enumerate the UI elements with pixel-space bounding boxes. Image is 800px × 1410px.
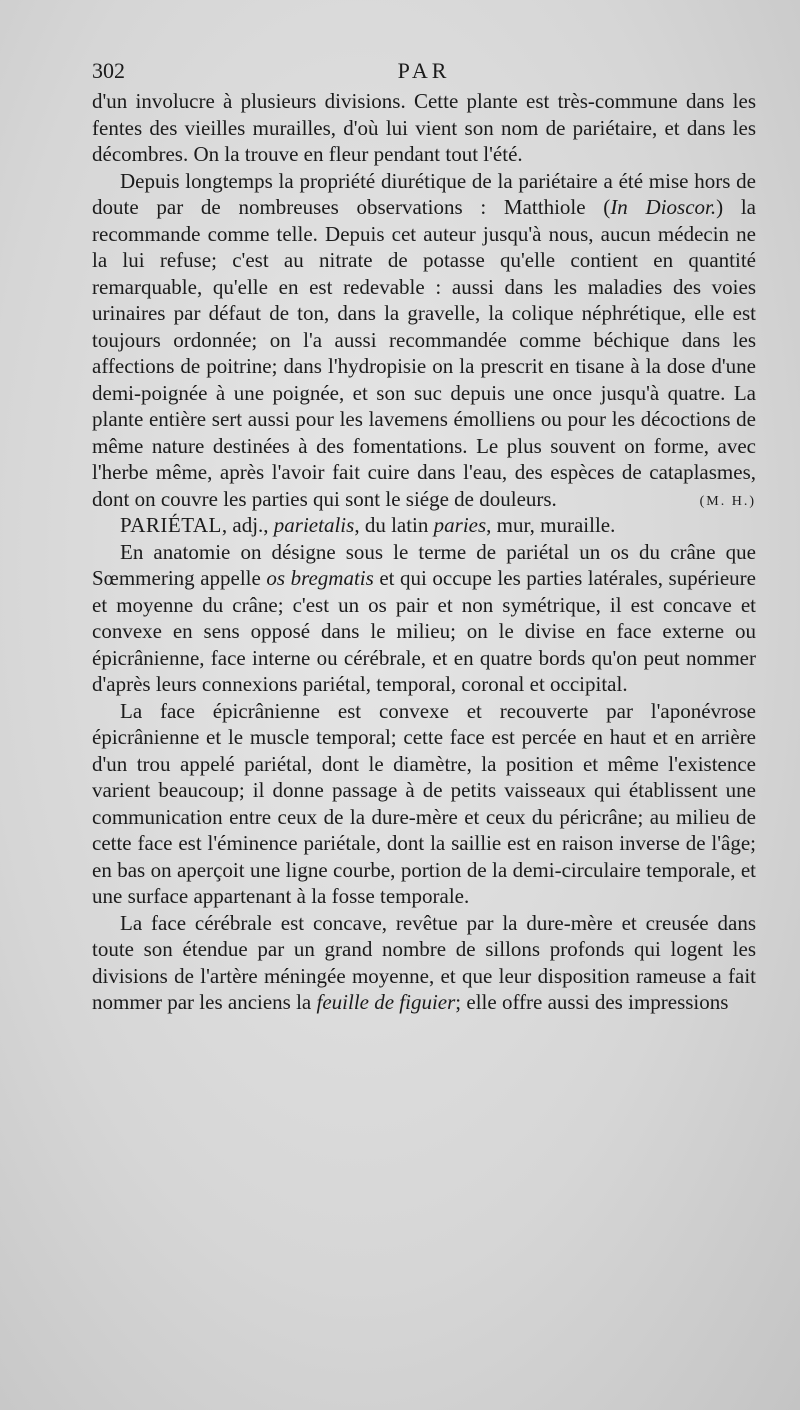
paragraph-text: La face épicrânienne est convexe et recouverte par l'aponévrose épicrânienne et le muscle temporal; cette face est percée en haut et en arrière d'un trou appelé pariétal, dont le diamètre, la position et même l'existence varient beaucoup; il donne passage à de petits vaisseaux qui établissent une communication entre ceux de la dure-mère et ceux du péricrâne; au milieu de cette face est l'éminence pariétale, dont la saillie est en raison inverse de l'âge; en bas on aperçoit une ligne courbe, portion de la demi-circulaire temporale, et une surface appartenant à la fosse temporale. — [92, 698, 756, 908]
entry-text: , du latin — [354, 513, 434, 537]
paragraph-text: et qui occupe les parties latérales, supérieure et moyenne du crâne; c'est un os pair et non symétrique, il est concave et convexe en sens opposé dans le milieu; on le divise en face externe ou épicrânienne, face interne ou cérébrale, et en quatre bords qu'on peut nommer d'après leurs connexions pariétal, temporal, coronal et occipital. — [92, 566, 756, 696]
paragraph-cerebral-face — [92, 910, 756, 1016]
latin-term: feuille de figuier — [316, 990, 456, 1014]
paragraph-text: Depuis longtemps la propriété diurétique de la pariétaire a été mise hors de doute par de nombreuses observations : Matthiole ( — [92, 168, 756, 219]
paragraph-text: ) la recommande comme telle. Depuis cet auteur jusqu'à nous, aucun médecin ne la lui refuse; c'est au nitrate de potasse qu'elle contient en quantité remarquable, qu'elle en est redevable : aussi dans les maladies des voies urinaires par défaut de ton, dans la gravelle, la colique néphrétique, elle est toujours ordonnée; on l'a aussi recommandée comme béchique dans les affections de poitrine; dans l'hydropisie on la prescrit en tisane à la dose d'une demi-poignée à une poignée, et son suc depuis une once jusqu'à quatre. La plante entière sert aussi pour les lavemens émolliens ou pour les décoctions de même nature destinées à des fomentations. Le plus souvent on forme, avec l'herbe même, après l'avoir fait cuire dans l'eau, des espèces de cataplasmes, dont on couvre les parties qui sont le siége de douleurs. — [92, 195, 756, 511]
entry-text: , mur, muraille. — [486, 513, 616, 537]
latin-term: os bregmatis — [266, 566, 374, 590]
running-head: PAR — [397, 58, 451, 83]
author-signature: (M. H.) — [699, 493, 756, 509]
entry-text: , adj., — [221, 513, 274, 537]
paragraph-continuation — [92, 88, 756, 168]
paragraph-diuretic — [92, 168, 756, 513]
paragraph-text: La face cérébrale est concave, revêtue par la dure-mère et creusée dans toute son étendue par un grand nombre de sillons profonds qui logent les divisions de l'artère méningée moyenne, et que leur disposition rameuse a fait nommer par les anciens la — [92, 910, 756, 1014]
page-header — [92, 58, 756, 88]
paragraph-anatomy — [92, 539, 756, 698]
page-number: 302 — [92, 58, 125, 83]
dictionary-entry — [92, 512, 756, 539]
page-body — [92, 88, 756, 1016]
paragraph-external-face — [92, 698, 756, 910]
paragraph-text: d'un involucre à plusieurs divisions. Cette plante est très-commune dans les fentes des vieilles murailles, d'où lui vient son nom de pariétaire, et dans les décombres. On la trouve en fleur pendant tout l'été. — [92, 89, 756, 166]
citation: In Dioscor. — [610, 195, 717, 219]
paragraph-text: En anatomie on désigne sous le terme de pariétal un os du crâne que Sœmmering appelle — [92, 539, 756, 590]
entry-latin-root: paries — [433, 513, 487, 537]
paragraph-text: ; elle offre aussi des impressions — [455, 990, 729, 1014]
entry-headword: PARIÉTAL — [120, 513, 222, 537]
entry-latin: parietalis — [273, 513, 355, 537]
